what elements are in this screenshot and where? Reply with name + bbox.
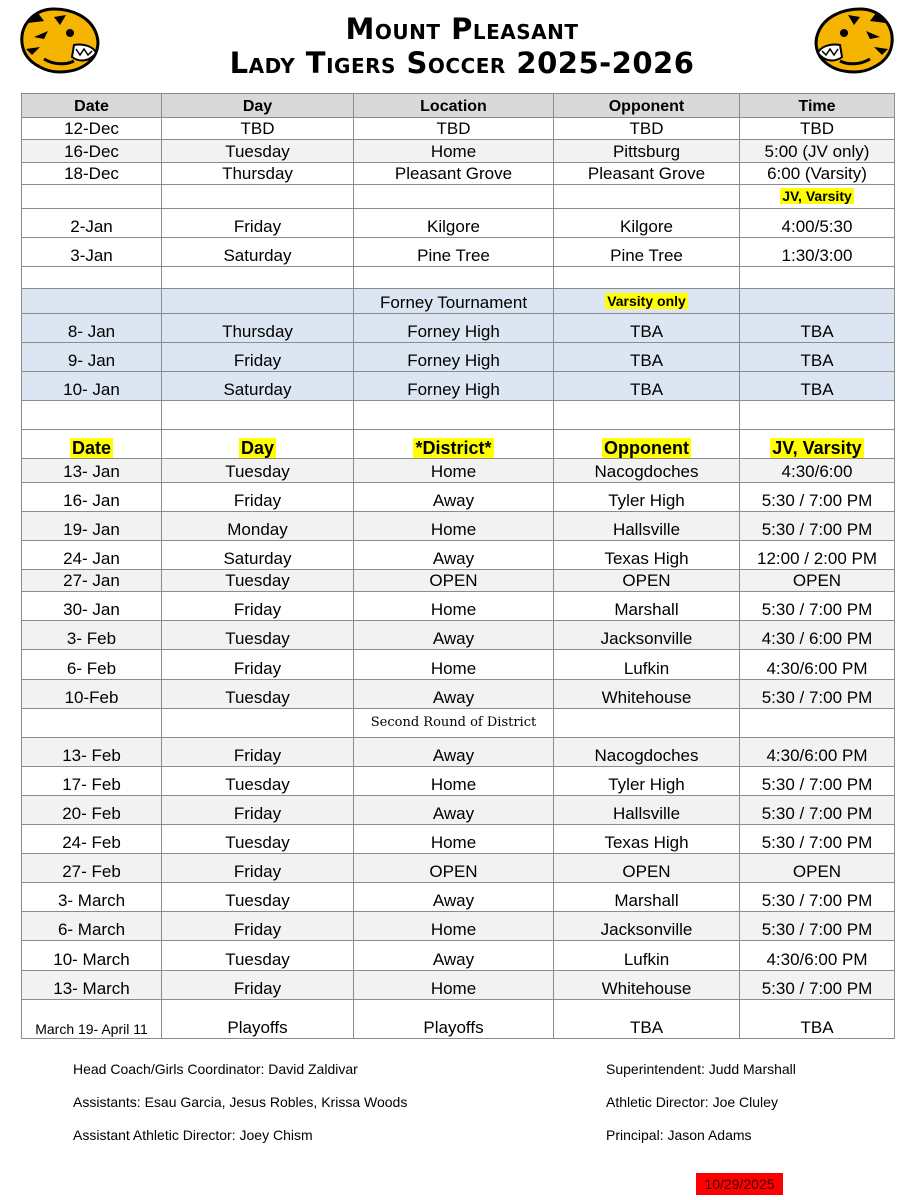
cell-opponent: Texas High — [554, 825, 740, 854]
cell-date: 13- March — [22, 971, 162, 1000]
cell-opponent: Whitehouse — [554, 680, 740, 709]
table-row — [22, 941, 895, 971]
cell-day: Friday — [162, 971, 354, 1000]
cell-day: Friday — [162, 854, 354, 883]
tournament-header-row — [22, 289, 895, 314]
cell-time: TBA — [740, 314, 895, 343]
table-row — [22, 118, 895, 140]
cell-opponent: Texas High — [554, 541, 740, 570]
cell-date: 16- Jan — [22, 483, 162, 512]
cell-location: Home — [354, 592, 554, 621]
cell-date: 16-Dec — [22, 140, 162, 163]
cell-day: Friday — [162, 796, 354, 825]
cell-day: Tuesday — [162, 621, 354, 650]
cell-location: Away — [354, 621, 554, 650]
cell-opponent: Whitehouse — [554, 971, 740, 1000]
table-row — [22, 825, 895, 854]
cell-opponent: TBA — [554, 314, 740, 343]
district-header-row — [22, 430, 895, 459]
cell-time: 4:30 / 6:00 PM — [740, 621, 895, 650]
cell-time — [740, 185, 895, 209]
cell-time: TBA — [740, 343, 895, 372]
cell-opponent: Hallsville — [554, 796, 740, 825]
cell-day: Saturday — [162, 372, 354, 401]
column-header: JV, Varsity — [740, 430, 895, 459]
superintendent-text: Superintendent: Judd Marshall — [606, 1061, 796, 1077]
cell-opponent: Nacogdoches — [554, 459, 740, 483]
cell-opponent: Lufkin — [554, 650, 740, 680]
cell-day: Tuesday — [162, 680, 354, 709]
assistant-ad-text: Assistant Athletic Director: Joey Chism — [73, 1127, 313, 1143]
cell-location: Playoffs — [354, 1000, 554, 1039]
cell-location: Away — [354, 796, 554, 825]
cell-time: TBA — [740, 372, 895, 401]
principal-text: Principal: Jason Adams — [606, 1127, 752, 1143]
cell-location: Home — [354, 971, 554, 1000]
table-row — [22, 738, 895, 767]
title-line-school: Mount Pleasant — [345, 12, 579, 46]
assistants-text: Assistants: Esau Garcia, Jesus Robles, Krissa Woods — [73, 1094, 408, 1110]
cell-date: 19- Jan — [22, 512, 162, 541]
cell-location — [354, 185, 554, 209]
cell-date — [22, 185, 162, 209]
cell-location: Home — [354, 767, 554, 796]
cell-date: 27- Jan — [22, 570, 162, 592]
cell-time: 5:30 / 7:00 PM — [740, 512, 895, 541]
cell-opponent: OPEN — [554, 854, 740, 883]
page-header — [0, 0, 924, 92]
cell-time: 12:00 / 2:00 PM — [740, 541, 895, 570]
cell-date: 24- Jan — [22, 541, 162, 570]
cell-date: 12-Dec — [22, 118, 162, 140]
head-coach-text: Head Coach/Girls Coordinator: David Zaldivar — [73, 1061, 358, 1077]
cell-location: OPEN — [354, 570, 554, 592]
cell-date: 20- Feb — [22, 796, 162, 825]
cell-date: 13- Feb — [22, 738, 162, 767]
cell-location: Pleasant Grove — [354, 163, 554, 185]
table-row — [22, 883, 895, 912]
cell-day: Tuesday — [162, 825, 354, 854]
cell-opponent: Kilgore — [554, 209, 740, 238]
table-row — [22, 912, 895, 941]
cell-date: 17- Feb — [22, 767, 162, 796]
cell-time: 4:30/6:00 PM — [740, 941, 895, 971]
cell-date: 2-Jan — [22, 209, 162, 238]
cell-location: Home — [354, 912, 554, 941]
cell-time: 6:00 (Varsity) — [740, 163, 895, 185]
column-header: Date — [22, 430, 162, 459]
cell-location: Away — [354, 541, 554, 570]
cell-location: Forney High — [354, 343, 554, 372]
cell-opponent: TBA — [554, 343, 740, 372]
cell-day: Tuesday — [162, 140, 354, 163]
cell-day: Tuesday — [162, 459, 354, 483]
cell-time: OPEN — [740, 570, 895, 592]
cell-day: Tuesday — [162, 941, 354, 971]
cell-opponent: Lufkin — [554, 941, 740, 971]
varsity-only-label: Varsity only — [607, 292, 686, 309]
spacer-row — [22, 401, 895, 430]
title-line-team: Lady Tigers Soccer 2025-2026 — [229, 46, 695, 80]
cell-opponent: Tyler High — [554, 767, 740, 796]
cell-opponent: TBA — [554, 1000, 740, 1039]
cell-date: 3- Feb — [22, 621, 162, 650]
cell-location: Away — [354, 941, 554, 971]
cell-opponent: TBD — [554, 118, 740, 140]
cell-opponent: Nacogdoches — [554, 738, 740, 767]
table-row — [22, 238, 895, 267]
table-row — [22, 767, 895, 796]
table-row — [22, 163, 895, 185]
cell-day: Playoffs — [162, 1000, 354, 1039]
cell-time: 5:30 / 7:00 PM — [740, 796, 895, 825]
cell-opponent: Pleasant Grove — [554, 163, 740, 185]
cell-opponent: Tyler High — [554, 483, 740, 512]
cell-day: Saturday — [162, 238, 354, 267]
athletic-director-text: Athletic Director: Joe Cluley — [606, 1094, 778, 1110]
table-row — [22, 854, 895, 883]
table-row — [22, 209, 895, 238]
cell-time: OPEN — [740, 854, 895, 883]
cell-time: 4:30/6:00 — [740, 459, 895, 483]
cell-day: Friday — [162, 912, 354, 941]
second-round-row — [22, 709, 895, 738]
cell-location: Forney High — [354, 372, 554, 401]
cell-date: 13- Jan — [22, 459, 162, 483]
cell-day: Tuesday — [162, 767, 354, 796]
cell-time: 5:30 / 7:00 PM — [740, 680, 895, 709]
cell-day: Saturday — [162, 541, 354, 570]
cell-day: Thursday — [162, 314, 354, 343]
table-row — [22, 621, 895, 650]
cell-day — [162, 185, 354, 209]
cell-opponent: Marshall — [554, 883, 740, 912]
cell-opponent — [554, 185, 740, 209]
table-row — [22, 512, 895, 541]
cell-date: 24- Feb — [22, 825, 162, 854]
cell-time: 4:00/5:30 — [740, 209, 895, 238]
cell-opponent: Jacksonville — [554, 912, 740, 941]
cell-day: Friday — [162, 592, 354, 621]
cell-opponent: Pittsburg — [554, 140, 740, 163]
cell-date: 9- Jan — [22, 343, 162, 372]
cell-time: 5:30 / 7:00 PM — [740, 592, 895, 621]
cell-location: Kilgore — [354, 209, 554, 238]
column-header: Day — [162, 430, 354, 459]
cell-location: Home — [354, 140, 554, 163]
cell-location: Away — [354, 483, 554, 512]
cell-day: Friday — [162, 738, 354, 767]
table-row — [22, 185, 895, 209]
table-row — [22, 650, 895, 680]
cell-time: 5:30 / 7:00 PM — [740, 912, 895, 941]
cell-day: Tuesday — [162, 570, 354, 592]
revised-date-stamp: 10/29/2025 — [696, 1173, 783, 1195]
cell-opponent: TBA — [554, 372, 740, 401]
cell-date: 8- Jan — [22, 314, 162, 343]
cell-time: 5:30 / 7:00 PM — [740, 971, 895, 1000]
cell-day: Friday — [162, 209, 354, 238]
cell-location: Home — [354, 825, 554, 854]
cell-date: 10- March — [22, 941, 162, 971]
cell-location: Forney High — [354, 314, 554, 343]
cell-day: Friday — [162, 343, 354, 372]
cell-day: Thursday — [162, 163, 354, 185]
cell-day: TBD — [162, 118, 354, 140]
column-header: Opponent — [554, 430, 740, 459]
table-row — [22, 971, 895, 1000]
cell-date: 10- Jan — [22, 372, 162, 401]
table-row — [22, 483, 895, 512]
cell-opponent: Jacksonville — [554, 621, 740, 650]
cell-opponent: Hallsville — [554, 512, 740, 541]
cell-date: March 19- April 11 — [22, 1000, 162, 1039]
cell-day: Monday — [162, 512, 354, 541]
cell-time: TBA — [740, 1000, 895, 1039]
cell-time: 5:30 / 7:00 PM — [740, 767, 895, 796]
table-row — [22, 343, 895, 372]
column-header: Time — [740, 94, 895, 118]
cell-time: 4:30/6:00 PM — [740, 650, 895, 680]
second-round-label: Second Round of District — [354, 709, 554, 738]
table-row — [22, 140, 895, 163]
tournament-name: Forney Tournament — [354, 289, 554, 314]
cell-location: Home — [354, 459, 554, 483]
cell-time: 1:30/3:00 — [740, 238, 895, 267]
cell-time: 5:30 / 7:00 PM — [740, 483, 895, 512]
cell-opponent: OPEN — [554, 570, 740, 592]
cell-time: 4:30/6:00 PM — [740, 738, 895, 767]
cell-date: 30- Jan — [22, 592, 162, 621]
cell-day: Friday — [162, 483, 354, 512]
column-header: Location — [354, 94, 554, 118]
cell-time: 5:30 / 7:00 PM — [740, 825, 895, 854]
table-row — [22, 570, 895, 592]
cell-location: Away — [354, 680, 554, 709]
cell-time: TBD — [740, 118, 895, 140]
cell-location: Pine Tree — [354, 238, 554, 267]
cell-time: 5:00 (JV only) — [740, 140, 895, 163]
column-header: Opponent — [554, 94, 740, 118]
cell-date: 6- March — [22, 912, 162, 941]
cell-location: OPEN — [354, 854, 554, 883]
cell-opponent: Marshall — [554, 592, 740, 621]
cell-date: 6- Feb — [22, 650, 162, 680]
cell-location: Home — [354, 650, 554, 680]
table-row — [22, 796, 895, 825]
table-row — [22, 541, 895, 570]
cell-day: Friday — [162, 650, 354, 680]
cell-date: 18-Dec — [22, 163, 162, 185]
playoffs-row — [22, 1000, 895, 1039]
schedule-table — [21, 93, 895, 1039]
cell-opponent — [554, 289, 740, 314]
cell-opponent: Pine Tree — [554, 238, 740, 267]
table-header-row — [22, 94, 895, 118]
cell-date: 3-Jan — [22, 238, 162, 267]
spacer-row — [22, 267, 895, 289]
table-row — [22, 314, 895, 343]
table-row — [22, 592, 895, 621]
column-header: *District* — [354, 430, 554, 459]
cell-location: Home — [354, 512, 554, 541]
table-row — [22, 459, 895, 483]
column-header: Day — [162, 94, 354, 118]
cell-location: Away — [354, 738, 554, 767]
cell-date: 3- March — [22, 883, 162, 912]
cell-date: 27- Feb — [22, 854, 162, 883]
tiger-head-icon — [810, 3, 900, 75]
cell-location: Away — [354, 883, 554, 912]
table-row — [22, 372, 895, 401]
cell-time: 5:30 / 7:00 PM — [740, 883, 895, 912]
cell-date: 10-Feb — [22, 680, 162, 709]
cell-location: TBD — [354, 118, 554, 140]
cell-day: Tuesday — [162, 883, 354, 912]
column-header: Date — [22, 94, 162, 118]
jv-varsity-label: JV, Varsity — [782, 188, 852, 204]
table-row — [22, 680, 895, 709]
